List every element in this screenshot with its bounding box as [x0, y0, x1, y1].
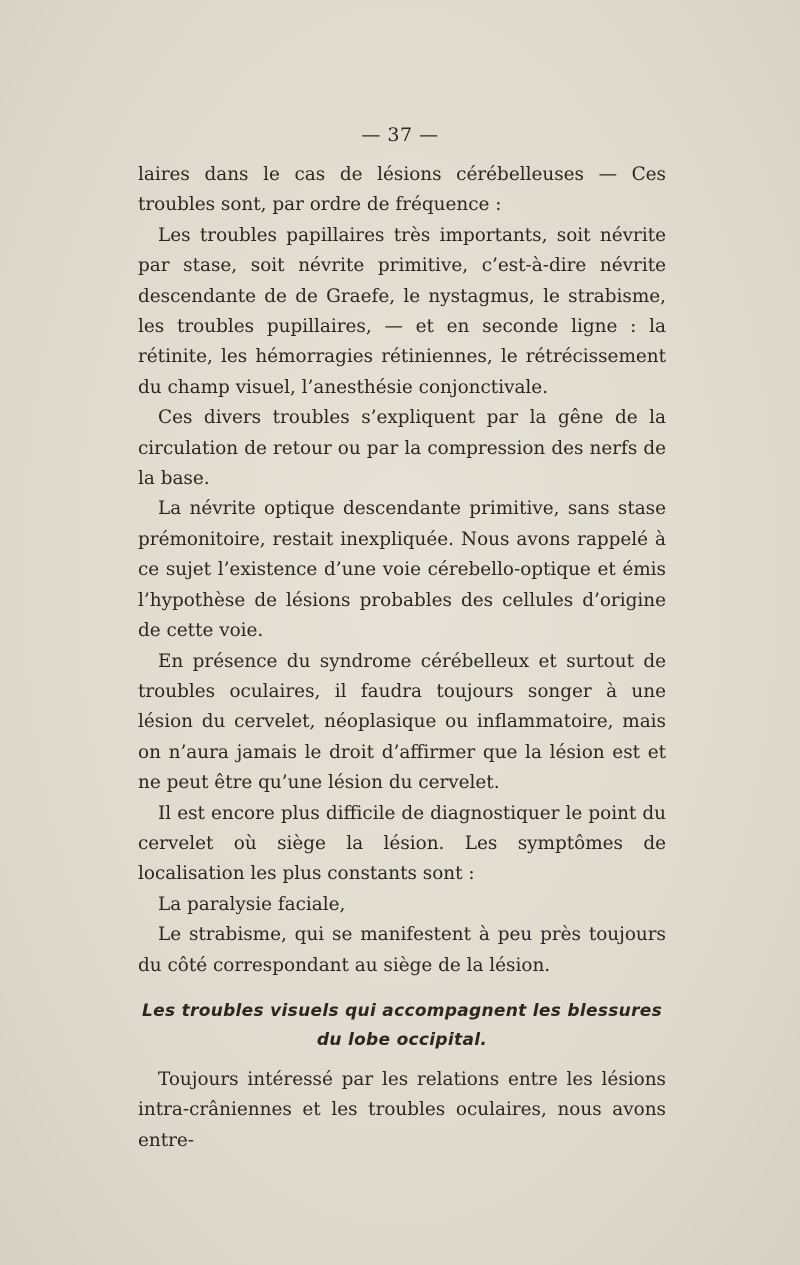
page-number: — 37 —	[361, 124, 439, 146]
section-heading-line-1: Les troubles visuels qui accompagnent les blessures	[142, 1000, 662, 1021]
paragraph-section-intro: Toujours intéressé par les relations entre les lésions intra-crâniennes et les troubles oculaires, nous avons entre-	[138, 1068, 666, 1151]
paragraph-continuation: laires dans le cas de lésions cérébelleuses — Ces troubles sont, par ordre de fréquence :	[138, 164, 666, 216]
paragraph-strabisme: Le strabisme, qui se manifestent à peu près toujours du côté correspondant au siège de la lésion.	[138, 924, 666, 976]
paragraph-diagnostic: Il est encore plus difficile de diagnostiquer le point du cervelet où siège la lésion. Les symptômes de localisation les plus constants sont :	[138, 802, 666, 885]
paragraph-explanation: Ces divers troubles s’expliquent par la gêne de la circulation de retour ou par la compression des nerfs de la base.	[138, 407, 666, 490]
body-text	[138, 160, 666, 1156]
paragraph-nevrite: La névrite optique descendante primitive, sans stase prémonitoire, restait inexpliquée. Nous avons rappelé à ce sujet l’existence d’une voie cérebello-optique et émis l’hypothèse de lésions probables des cellules d’origine de cette voie.	[138, 498, 666, 642]
section-heading-line-2: du lobe occipital.	[316, 1029, 488, 1050]
paragraph-syndrome: En présence du syndrome cérébelleux et surtout de troubles oculaires, il faudra toujours songer à une lésion du cervelet, néoplasique ou inflammatoire, mais on n’aura jamais le droit d’affirmer que la lésion est et ne peut être qu’une lésion du cervelet.	[138, 650, 666, 794]
paragraph-troubles-list: Les troubles papillaires très importants, soit névrite par stase, soit névrite primitive, c’est-à-dire névrite descendante de de Graefe, le nystagmus, le strabisme, les troubles pupillaires, — et en seconde ligne : la rétinite, les hémorragies rétiniennes, le rétrécissement du champ visuel, l’anesthésie conjonctivale.	[138, 224, 666, 398]
paragraph-paralysie: La paralysie faciale,	[158, 893, 346, 915]
section-heading	[138, 997, 666, 1055]
